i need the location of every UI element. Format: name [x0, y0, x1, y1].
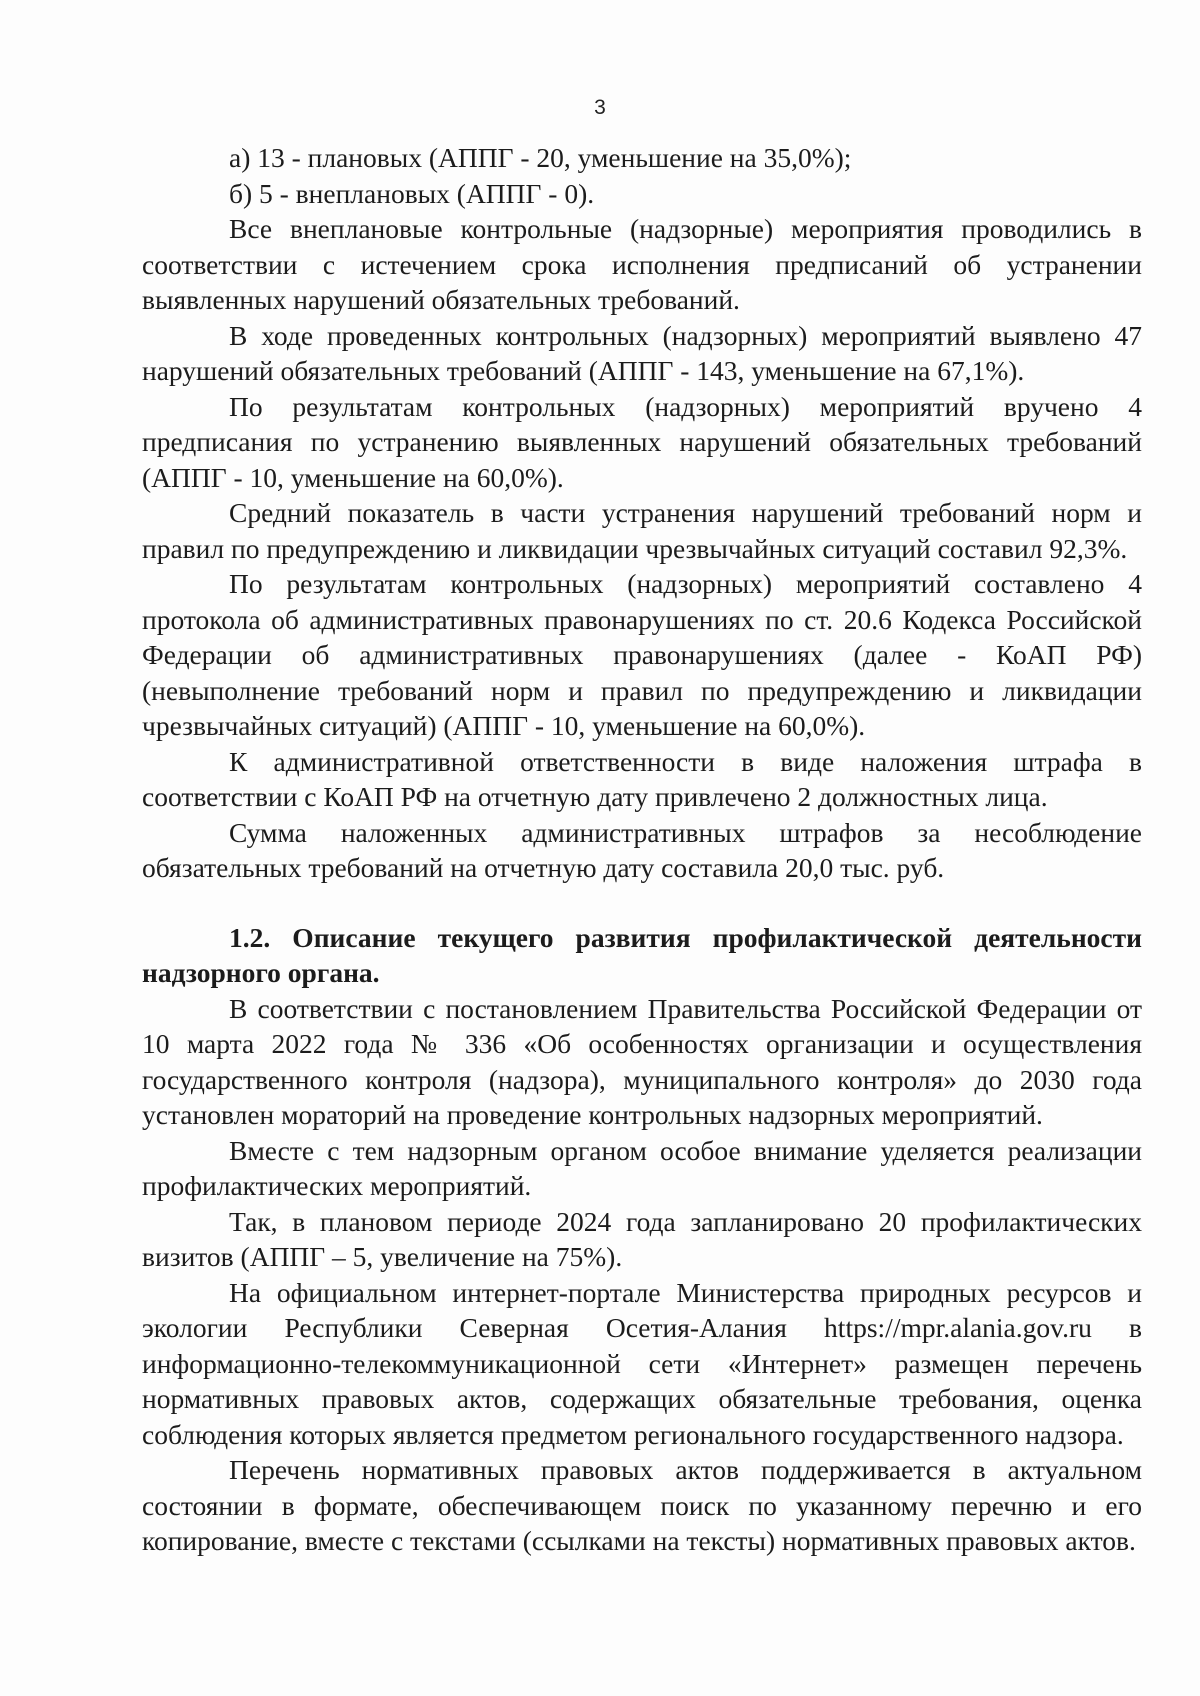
document-body — [142, 140, 1142, 1559]
page-number: 3 — [594, 96, 606, 119]
paragraph-acts-list: Перечень нормативных правовых актов поддерживается в актуальном состоянии в формате, обеспечивающем поиск по указанному перечню и его копирование, вместе с текстами (ссылками на тексты) нормативных правовых актов. — [142, 1454, 1142, 1556]
paragraph-portal: На официальном интернет-портале Министерства природных ресурсов и экологии Республики Северная Осетия-Алания https://mpr.alania.gov.ru в информационно-телекоммуникационной сети «Интернет» размещен перечень нормативных правовых актов, содержащих обязательные требования, оценка соблюдения которых является предметом регионального государственного надзора. — [142, 1276, 1142, 1450]
list-item-unplanned: б) 5 - внеплановых (АППГ - 0). — [229, 177, 595, 209]
paragraph-liability: К административной ответственности в виде наложения штрафа в соответствии с КоАП РФ на отчетную дату привлечено 2 должностных лица. — [142, 745, 1142, 812]
paragraph-prevention-focus: Вместе с тем надзорным органом особое внимание уделяется реализации профилактических мероприятий. — [142, 1134, 1142, 1201]
paragraph-moratorium: В соответствии с постановлением Правительства Российской Федерации от 10 марта 2022 года № 336 «Об особенностях организации и осуществления государственного контроля (надзора), муниципального контроля» до 2030 года установлен мораторий на проведение контрольных надзорных мероприятий. — [142, 992, 1142, 1130]
section-heading: 1.2. Описание текущего развития профилактической деятельности надзорного органа. — [142, 921, 1142, 988]
paragraph-violations-found: В ходе проведенных контрольных (надзорных) мероприятий выявлено 47 нарушений обязательных требований (АППГ - 143, уменьшение на 67,1%). — [142, 319, 1142, 386]
paragraph-orders-issued: По результатам контрольных (надзорных) мероприятий вручено 4 предписания по устранению выявленных нарушений обязательных требований (АППГ - 10, уменьшение на 60,0%). — [142, 390, 1142, 493]
paragraph-unplanned-inspections: Все внеплановые контрольные (надзорные) мероприятия проводились в соответствии с истечением срока исполнения предписаний об устранении выявленных нарушений обязательных требований. — [142, 213, 1142, 315]
list-item-planned: а) 13 - плановых (АППГ - 20, уменьшение на 35,0%); — [229, 142, 852, 173]
paragraph-protocols: По результатам контрольных (надзорных) мероприятий составлено 4 протокола об административных правонарушениях по ст. 20.6 Кодекса Российской Федерации об административных правонарушениях (далее - КоАП РФ) (невыполнение требований норм и правил по предупреждению и ликвидации чрезвычайных ситуаций) (АППГ - 10, уменьшение на 60,0%). — [142, 568, 1142, 741]
paragraph-fines-total: Сумма наложенных административных штрафов за несоблюдение обязательных требований на отчетную дату составила 20,0 тыс. руб. — [142, 816, 1142, 883]
paragraph-planned-visits: Так, в плановом периоде 2024 года запланировано 20 профилактических визитов (АППГ – 5, увеличение на 75%). — [142, 1205, 1142, 1272]
paragraph-elimination-rate: Средний показатель в части устранения нарушений требований норм и правил по предупреждению и ликвидации чрезвычайных ситуаций составил 92,3%. — [142, 497, 1142, 564]
